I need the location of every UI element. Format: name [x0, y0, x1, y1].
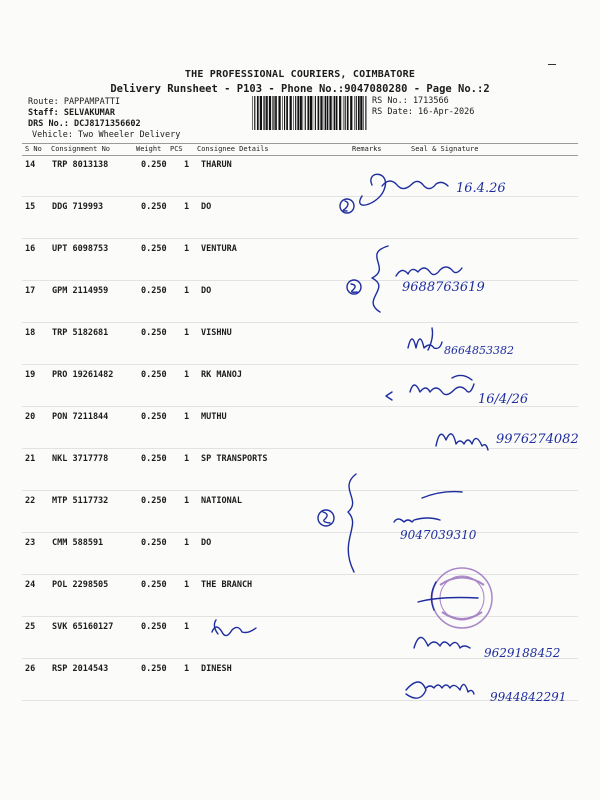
row-sno: 14	[25, 160, 36, 170]
row-pcs: 1	[184, 664, 190, 674]
row-consignment: SVK 65160127	[52, 622, 114, 632]
row-consignment: PRO 19261482	[52, 370, 114, 380]
row-divider	[22, 196, 578, 197]
signature-row-19	[386, 392, 392, 400]
row-pcs: 1	[184, 412, 190, 422]
row-weight: 0.250	[141, 244, 167, 254]
row-sno: 24	[25, 580, 36, 590]
barcode-bar	[300, 96, 302, 130]
barcode-bar	[310, 96, 312, 130]
barcode-bar	[320, 96, 322, 130]
row-pcs: 1	[184, 370, 190, 380]
row-consignment: TRP 5182681	[52, 328, 109, 338]
company-title: THE PROFESSIONAL COURIERS, COIMBATORE	[184, 69, 416, 80]
row-pcs: 1	[184, 496, 190, 506]
hw-phone-row-22: 9047039310	[400, 528, 477, 542]
runsheet-meta-right	[372, 96, 474, 118]
barcode-bar	[329, 96, 331, 130]
table-row	[0, 538, 600, 548]
row-consignment: RSP 2014543	[52, 664, 109, 674]
row-divider	[22, 658, 578, 659]
barcode-bar	[307, 96, 309, 130]
barcode-bar	[313, 96, 314, 130]
row-pcs: 1	[184, 328, 190, 338]
col-consignment: Consignment No	[51, 145, 111, 153]
row-divider	[22, 532, 578, 533]
seal-stamp	[432, 568, 492, 628]
row-sno: 20	[25, 412, 36, 422]
row-divider	[22, 700, 578, 701]
row-sno: 25	[25, 622, 36, 632]
row-divider	[22, 490, 578, 491]
table-row	[0, 622, 600, 632]
row-consignee: SP TRANSPORTS	[201, 454, 268, 464]
barcode-bar	[339, 96, 341, 130]
row-consignment: POL 2298505	[52, 580, 109, 590]
row-weight: 0.250	[141, 622, 167, 632]
table-row	[0, 496, 600, 506]
table-row	[0, 580, 600, 590]
row-pcs: 1	[184, 160, 190, 170]
barcode-bar	[286, 96, 288, 130]
barcode-bar	[269, 96, 271, 130]
row-consignee: THE BRANCH	[201, 580, 253, 590]
barcode-bar	[327, 96, 329, 130]
row-divider	[22, 364, 578, 365]
row-consignee: DO	[201, 286, 212, 296]
barcode-bar	[290, 96, 292, 130]
barcode-bar	[297, 96, 299, 130]
row-weight: 0.250	[141, 538, 167, 548]
barcode-bar	[318, 96, 320, 130]
barcode-bar	[254, 96, 255, 130]
hw-phone-row-26: 9944842291	[490, 690, 567, 704]
hw-phone-row-20: 9976274082	[496, 432, 579, 447]
signature-row-18	[408, 339, 442, 348]
row-divider	[22, 574, 578, 575]
barcode-bar	[305, 96, 306, 130]
row-sno: 23	[25, 538, 36, 548]
row-consignee: DINESH	[201, 664, 232, 674]
hw-date-row-14: 16.4.26	[456, 181, 506, 196]
row-consignment: MTP 5117732	[52, 496, 109, 506]
row-sno: 18	[25, 328, 36, 338]
col-remarks: Remarks	[352, 145, 382, 153]
barcode-bar	[266, 96, 268, 130]
row-weight: 0.250	[141, 454, 167, 464]
signature-row-25	[414, 637, 470, 648]
col-weight: Weight	[136, 145, 162, 153]
row-weight: 0.250	[141, 412, 167, 422]
barcode-bar	[282, 96, 283, 130]
row-divider	[22, 322, 578, 323]
row-weight: 0.250	[141, 370, 167, 380]
col-sno: S No	[25, 145, 42, 153]
row-divider	[22, 238, 578, 239]
row-weight: 0.250	[141, 160, 167, 170]
barcode-bar	[293, 96, 294, 130]
barcode-bar	[264, 96, 265, 130]
barcode-bar	[365, 96, 366, 130]
table-row	[0, 454, 600, 464]
row-consignee: THARUN	[201, 160, 232, 170]
table-row	[0, 412, 600, 422]
rs-date: RS Date: 16-Apr-2026	[372, 107, 475, 117]
row-consignee: VENTURA	[201, 244, 237, 254]
hw-date-row-19: 16/4/26	[478, 392, 529, 407]
table-row	[0, 328, 600, 338]
row-sno: 21	[25, 454, 36, 464]
row-consignment: UPT 6098753	[52, 244, 109, 254]
row-consignee: MUTHU	[201, 412, 227, 422]
runsheet-meta-left	[28, 97, 180, 141]
row-sno: 15	[25, 202, 36, 212]
barcode	[252, 96, 368, 130]
row-pcs: 1	[184, 580, 190, 590]
table-row	[0, 370, 600, 380]
barcode-bar	[350, 96, 352, 130]
row-consignment: CMM 588591	[52, 538, 104, 548]
hw-phone-row-25: 9629188452	[484, 646, 561, 660]
row-pcs: 1	[184, 538, 190, 548]
row-consignment: TRP 8013138	[52, 160, 109, 170]
row-sno: 19	[25, 370, 36, 380]
row-consignee: NATIONAL	[201, 496, 242, 506]
barcode-bar	[284, 96, 285, 130]
row-sno: 26	[25, 664, 36, 674]
row-divider	[22, 280, 578, 281]
barcode-bar	[354, 96, 355, 130]
table-row	[0, 202, 600, 212]
barcode-bar	[356, 96, 357, 130]
row-consignee: DO	[201, 202, 212, 212]
row-weight: 0.250	[141, 328, 167, 338]
vehicle-label: Vehicle: Two Wheeler Delivery	[32, 130, 181, 140]
table-row	[0, 664, 600, 674]
brace-row-22-23	[348, 474, 356, 572]
row-sno: 16	[25, 244, 36, 254]
barcode-bar	[278, 96, 280, 130]
row-weight: 0.250	[141, 496, 167, 506]
row-divider	[22, 616, 578, 617]
barcode-bar	[272, 96, 273, 130]
row-pcs: 1	[184, 286, 190, 296]
row-consignee: VISHNU	[201, 328, 232, 338]
barcode-bar	[273, 96, 274, 130]
row-consignment: PON 7211844	[52, 412, 109, 422]
col-pcs: PCS	[170, 145, 183, 153]
barcode-bar	[324, 96, 325, 130]
table-row	[0, 244, 600, 254]
row-consignment: NKL 3717778	[52, 454, 109, 464]
barcode-bar	[295, 96, 296, 130]
route-label: Route: PAPPAMPATTI	[28, 97, 121, 107]
row-pcs: 1	[184, 244, 190, 254]
staff-label: Staff: SELVAKUMAR	[28, 108, 115, 118]
signature-row-14	[360, 174, 386, 205]
row-sno: 17	[25, 286, 36, 296]
row-weight: 0.250	[141, 286, 167, 296]
barcode-bar	[325, 96, 326, 130]
row-pcs: 1	[184, 454, 190, 464]
table-header-rule-top	[22, 143, 578, 144]
barcode-bar	[315, 96, 316, 130]
row-sno: 22	[25, 496, 36, 506]
runsheet-title: Delivery Runsheet - P103 - Phone No.:9047080280 - Page No.:2	[110, 83, 490, 95]
barcode-bar	[275, 96, 277, 130]
barcode-bar	[303, 96, 304, 130]
barcode-bar	[347, 96, 349, 130]
corner-mark	[548, 64, 556, 65]
barcode-bar	[334, 96, 335, 130]
row-consignee: RK MANOJ	[201, 370, 242, 380]
barcode-bar	[263, 96, 264, 130]
rs-number: RS No.: 1713566	[372, 96, 449, 106]
barcode-bar	[363, 96, 364, 130]
row-divider	[22, 448, 578, 449]
row-weight: 0.250	[141, 202, 167, 212]
row-consignee: DO	[201, 538, 212, 548]
bracket-row-16-17	[372, 246, 388, 312]
signature-row-26	[406, 682, 474, 698]
row-weight: 0.250	[141, 664, 167, 674]
drs-number: DRS No.: DCJ8171356602	[28, 119, 141, 129]
row-weight: 0.250	[141, 580, 167, 590]
barcode-bar	[360, 96, 362, 130]
barcode-bar	[260, 96, 262, 130]
barcode-bar	[343, 96, 344, 130]
row-consignment: DDG 719993	[52, 202, 104, 212]
row-pcs: 1	[184, 202, 190, 212]
row-divider	[22, 406, 578, 407]
hw-phone-row-17: 9688763619	[402, 280, 485, 295]
table-row	[0, 286, 600, 296]
table-header-rule-bottom	[22, 155, 578, 156]
col-seal-signature: Seal & Signature	[411, 145, 479, 153]
barcode-bar	[358, 96, 360, 130]
barcode-bar	[257, 96, 259, 130]
col-consignee-details: Consignee Details	[197, 145, 269, 153]
barcode-bar	[336, 96, 338, 130]
hw-phone-row-18: 8664853382	[444, 344, 514, 357]
barcode-bar	[345, 96, 346, 130]
row-pcs: 1	[184, 622, 190, 632]
row-consignment: GPM 2114959	[52, 286, 109, 296]
barcode-bar	[333, 96, 334, 130]
table-row	[0, 160, 600, 170]
barcode-bar	[252, 96, 253, 130]
